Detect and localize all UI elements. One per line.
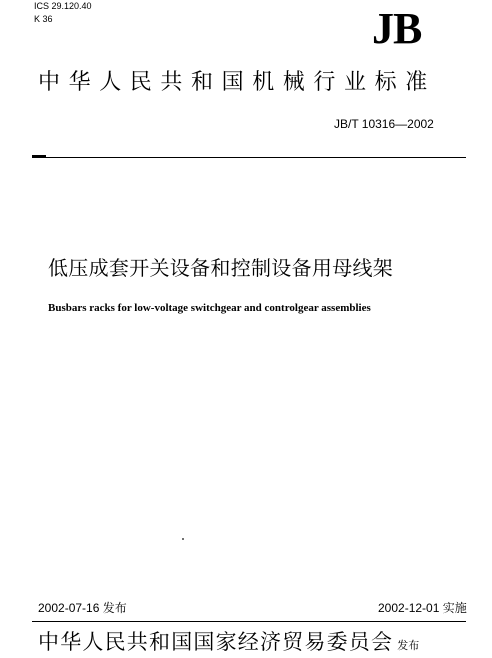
classification-code: K 36 (34, 14, 53, 24)
standard-category-title: 中华人民共和国机械行业标准 (38, 70, 436, 95)
bottom-rule (32, 621, 466, 622)
ics-code: ICS 29.120.40 (34, 1, 92, 11)
issuer-line (38, 630, 420, 654)
issuer-organization: 中华人民共和国国家经济贸易委员会 (38, 630, 394, 654)
standard-number: JB/T 10316—2002 (334, 117, 434, 131)
scan-speck (182, 538, 184, 540)
document-title-chinese: 低压成套开关设备和控制设备用母线架 (48, 256, 394, 280)
document-title-english: Busbars racks for low-voltage switchgear and controlgear assemblies (48, 302, 371, 314)
top-rule (32, 157, 466, 158)
implementation-date: 2002-12-01 实施 (378, 601, 467, 615)
jb-logo: JB (372, 4, 422, 53)
issuer-action: 发布 (397, 639, 420, 652)
issue-date: 2002-07-16 发布 (38, 601, 127, 615)
